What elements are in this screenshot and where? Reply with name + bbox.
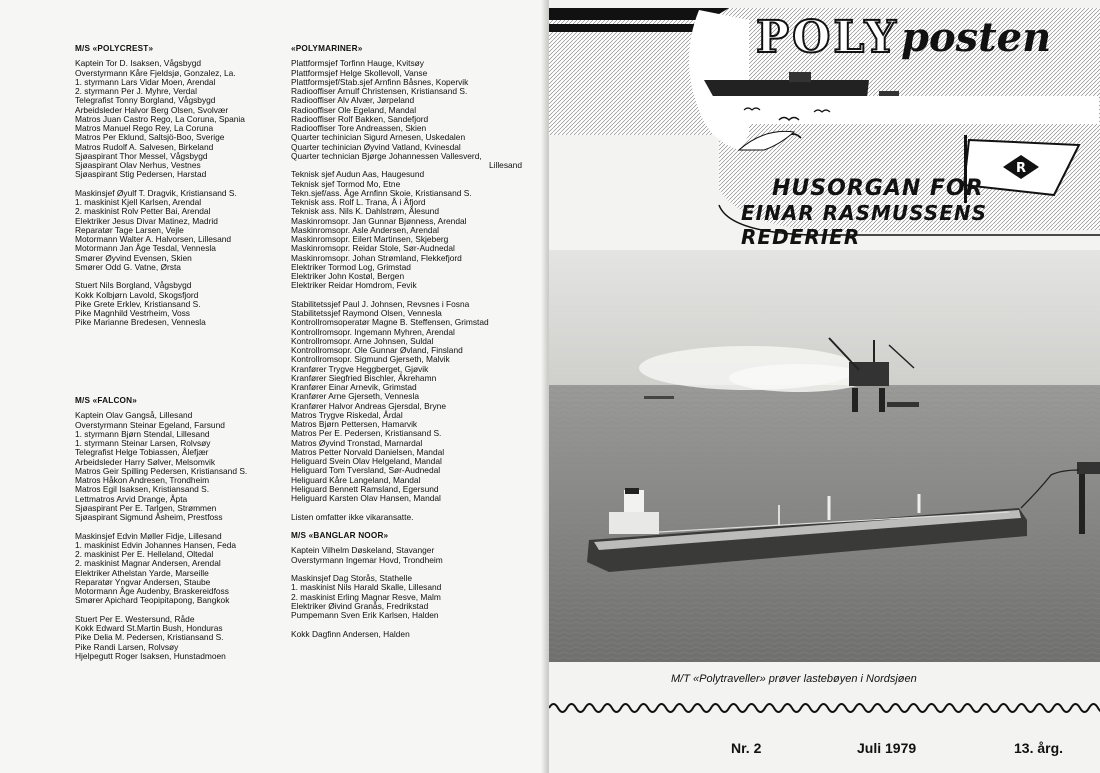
crew-entry: Maskinsjef Edvin Møller Fidje, Lillesand bbox=[75, 530, 222, 541]
crew-entry: Telegrafist Helge Tobiassen, Ålefjær bbox=[75, 447, 209, 458]
crew-entry: Heliguard Kåre Langeland, Mandal bbox=[291, 474, 421, 485]
crew-entry: Smører Odd G. Vatne, Ørsta bbox=[75, 261, 181, 272]
crew-entry: Stabilitetssjef Paul J. Johnsen, Revsnes i Fosna bbox=[291, 298, 470, 309]
crew-entry: Reparatør Yngvar Andersen, Staube bbox=[75, 576, 211, 587]
crew-entry: Maskinromsopr. Asle Andersen, Arendal bbox=[291, 224, 440, 235]
crew-entry: Heliguard Tom Tversland, Sør-Audnedal bbox=[291, 465, 441, 476]
crew-entry: Kontrollromsopr. Sigmund Gjerseth, Malvik bbox=[291, 354, 450, 365]
crew-entry: Teknisk ass. Rolf L. Trana, Å i Åfjord bbox=[291, 197, 426, 207]
crew-entry: Pike Delia M. Pedersen, Kristiansand S. bbox=[75, 632, 224, 643]
crew-entry: Overstyrmann Kåre Fjeldsjø, Gonzalez, La. bbox=[75, 67, 236, 78]
crew-entry: Pumpemann Sven Erik Karlsen, Halden bbox=[291, 610, 439, 620]
crew-entry: Plattformsjef/Stab.sjef Arnfinn Båsnes, Kopervik bbox=[291, 76, 469, 87]
crew-entry: Maskinsjef Øyulf T. Dragvik, Kristiansand S. bbox=[75, 187, 237, 198]
crew-column-left-falcon bbox=[75, 396, 305, 661]
crew-entry: Maskinromsopr. Johan Strømland, Flekkefjord bbox=[291, 252, 462, 263]
crew-entry: Elektriker Reidar Homdrom, Fevik bbox=[291, 280, 417, 291]
crew-entry: Kontrollromsopr. Ole Gunnar Øvland, Finsland bbox=[291, 345, 463, 355]
volume-year: 13. årg. bbox=[1014, 740, 1064, 756]
crew-entry: Sjøaspirant Thor Messel, Vågsbygd bbox=[75, 150, 208, 161]
crew-entry: Kaptein Vilhelm Døskeland, Stavanger bbox=[291, 545, 435, 556]
ship-heading: «POLYMARINER» bbox=[291, 44, 363, 53]
crew-entry: Teknisk sjef Audun Aas, Haugesund bbox=[291, 169, 425, 180]
crew-entry: Kranfører Arne Gjerseth, Vennesla bbox=[291, 391, 420, 402]
ship-heading: M/S «FALCON» bbox=[75, 396, 137, 405]
crew-entry: Telegrafist Tonny Borgland, Vågsbygd bbox=[75, 95, 216, 106]
crew-entry: Sjøaspirant Sigmund Åsheim, Prestfoss bbox=[75, 512, 223, 522]
crew-entry: Listen omfatter ikke vikaransatte. bbox=[291, 511, 414, 522]
crew-entry: Kaptein Tor D. Isaksen, Vågsbygd bbox=[75, 58, 202, 69]
crew-entry: Teknisk sjef Tormod Mo, Etne bbox=[291, 178, 401, 189]
crew-entry: 2. maskinist Erling Magnar Resve, Malm bbox=[291, 591, 441, 602]
crew-entry: Teknisk ass. Nils K. Dahlstrøm, Ålesund bbox=[291, 206, 440, 217]
crew-column-right bbox=[291, 44, 526, 639]
crew-entry: Lillesand bbox=[488, 160, 522, 170]
crew-entry: Smører Apichard Teopipitapong, Bangkok bbox=[75, 595, 230, 606]
crew-entry: Elektriker John Kostøl, Bergen bbox=[291, 271, 405, 281]
crew-entry: Kokk Dagfinn Andersen, Halden bbox=[291, 628, 410, 639]
crew-entry: Sjøaspirant Olav Nerhus, Vestnes bbox=[75, 160, 201, 170]
photo-caption: M/T «Polytraveller» prøver lastebøyen i Nordsjøen bbox=[671, 673, 917, 685]
ship-heading: M/S «POLYCREST» bbox=[75, 44, 154, 53]
crew-entry: 1. styrmann Steinar Larsen, Rolvsøy bbox=[75, 438, 211, 448]
crew-entry: Matros Juan Castro Rego, La Coruna, Spania bbox=[75, 113, 245, 124]
tagline-line2: EINAR RASMUSSENS REDERIER bbox=[741, 201, 988, 249]
crew-entry: Matros Bjørn Pettersen, Hamarvik bbox=[291, 419, 418, 429]
crew-entry: Pike Randi Larsen, Rolvsøy bbox=[75, 641, 179, 652]
crew-entry: Maskinromsopr. Eilert Martinsen, Skjeberg bbox=[291, 234, 449, 244]
issue-number: Nr. 2 bbox=[731, 740, 762, 756]
crew-entry: 1. maskinist Kjell Karlsen, Arendal bbox=[75, 197, 202, 207]
crew-entry: Kaptein Olav Gangså, Lillesand bbox=[75, 410, 193, 421]
crew-entry: Kontrollromsopr. Ingemann Myhren, Arendal bbox=[291, 326, 455, 337]
crew-entry: Quarter techinician Sigurd Arnesen, Uskedalen bbox=[291, 132, 466, 143]
tanker-photo bbox=[549, 250, 1100, 662]
crew-entry: Matros Egil Isaksen, Kristiansand S. bbox=[75, 484, 210, 495]
crew-entry: Quarter techinician Øyvind Vatland, Kvinesdal bbox=[291, 141, 461, 152]
crew-entry: Elektriker Athelstan Yarde, Marseille bbox=[75, 567, 209, 578]
crew-entry: 2. maskinist Magnar Andersen, Arendal bbox=[75, 558, 221, 569]
crew-entry: Motormann Walter A. Halvorsen, Lillesand bbox=[75, 234, 232, 244]
crew-entry: Radiooffiser Rolf Bakken, Sandefjord bbox=[291, 113, 429, 124]
crew-entry: Radiooffiser Tore Andreassen, Skien bbox=[291, 123, 427, 133]
ship-heading: M/S «BANGLAR NOOR» bbox=[291, 531, 389, 540]
crew-entry: Matros Geir Spilling Pedersen, Kristiansand S. bbox=[75, 465, 248, 476]
crew-entry: Matros Øyvind Tronstad, Marnardal bbox=[291, 437, 423, 448]
crew-entry: Motormann Jan Åge Tesdal, Vennesla bbox=[75, 243, 216, 254]
crew-entry: Stabilitetssjef Raymond Olsen, Vennesla bbox=[291, 308, 442, 318]
crew-entry: Maskinromsopr. Jan Gunnar Bjønness, Arendal bbox=[291, 215, 467, 226]
crew-entry: Quarter technician Bjørge Johannessen Vallesverd, bbox=[291, 150, 482, 161]
crew-entry: Lettmatros Arvid Drange, Åpta bbox=[75, 493, 188, 504]
crew-entry: Kokk Edward St.Martin Bush, Honduras bbox=[75, 623, 223, 633]
crew-entry: 2. maskinist Rolv Petter Bai, Arendal bbox=[75, 206, 211, 217]
crew-entry: Hjelpegutt Roger Isaksen, Hunstadmoen bbox=[75, 650, 226, 661]
crew-entry: Pike Grete Erklev, Kristiansand S. bbox=[75, 298, 201, 309]
magazine-logo-script: posten bbox=[901, 14, 1052, 61]
crew-entry: 1. maskinist Nils Harald Skalle, Lillesand bbox=[291, 582, 442, 593]
crew-entry: Elektriker Øivind Granås, Fredrikstad bbox=[291, 600, 429, 611]
crew-entry: Stuert Nils Borgland, Vågsbygd bbox=[75, 280, 192, 291]
crew-entry: Matros Per E. Pedersen, Kristiansand S. bbox=[291, 428, 442, 439]
crew-entry: Reparatør Tage Larsen, Vejle bbox=[75, 224, 184, 235]
crew-entry: Plattformsjef Torfinn Hauge, Kvitsøy bbox=[291, 58, 424, 69]
crew-entry: 2. styrmann Per J. Myhre, Verdal bbox=[75, 86, 197, 96]
crew-entry: Maskinromsopr. Reidar Stole, Sør-Audnedal bbox=[291, 243, 455, 254]
crew-entry: Sjøaspirant Per E. Tarlgen, Strømmen bbox=[75, 502, 217, 513]
flag-letter: R bbox=[1015, 161, 1027, 176]
crew-entry: Elektriker Tormod Log, Grimstad bbox=[291, 261, 411, 272]
crew-entry: Sjøaspirant Stig Pedersen, Harstad bbox=[75, 169, 207, 180]
crew-entry: Overstyrmann Ingemar Hovd, Trondheim bbox=[291, 554, 443, 565]
cover-page bbox=[549, 0, 1100, 773]
crew-entry: Heliguard Karsten Olav Hansen, Mandal bbox=[291, 493, 441, 503]
crew-entry: Overstyrmann Steinar Egeland, Farsund bbox=[75, 419, 225, 430]
crew-entry: Smører Øyvind Evensen, Skien bbox=[75, 252, 192, 263]
crew-column-left bbox=[75, 44, 305, 328]
crew-entry: Kontrollromsoperatør Magne B. Steffensen, Grimstad bbox=[291, 317, 489, 328]
crew-entry: Arbeidsleder Harry Sølver, Melsomvik bbox=[75, 456, 216, 467]
crew-list-page bbox=[0, 0, 549, 773]
crew-entry: 1. styrmann Bjørn Stendal, Lillesand bbox=[75, 428, 210, 439]
crew-entry: Heliguard Bennett Ramsland, Egersund bbox=[291, 483, 439, 494]
crew-entry: Matros Håkon Andresen, Trondheim bbox=[75, 475, 210, 485]
crew-entry: 1. maskinist Edvin Johannes Hansen, Feda bbox=[75, 539, 237, 550]
crew-entry: Radiooffiser Alv Alvær, Jørpeland bbox=[291, 95, 415, 106]
crew-entry: Kokk Kolbjørn Lavold, Skogsfjord bbox=[75, 289, 199, 300]
magazine-logo: POLY bbox=[756, 12, 899, 63]
tagline-line1: HUSORGAN FOR bbox=[772, 176, 984, 201]
crew-entry: Kranfører Siegfried Bischler, Åkrehamn bbox=[291, 372, 437, 383]
crew-entry: Heliguard Svein Olav Helgeland, Mandal bbox=[291, 456, 442, 466]
crew-entry: Arbeidsleder Halvor Berg Olsen, Svolvær bbox=[75, 104, 229, 115]
crew-entry: Pike Magnhild Vestrheim, Voss bbox=[75, 308, 190, 318]
crew-entry: Matros Manuel Rego Rey, La Coruna bbox=[75, 123, 214, 133]
crew-entry: Matros Rudolf A. Salvesen, Birkeland bbox=[75, 141, 214, 152]
crew-entry: Radiooffiser Ole Egeland, Mandal bbox=[291, 104, 417, 115]
crew-entry: Maskinsjef Dag Storås, Stathelle bbox=[291, 573, 413, 583]
crew-entry: Radiooffiser Arnulf Christensen, Kristiansand S. bbox=[291, 86, 468, 96]
crew-entry: 2. maskinist Per E. Helleland, Oltedal bbox=[75, 549, 214, 559]
crew-entry: Kranfører Trygve Heggberget, Gjøvik bbox=[291, 363, 429, 374]
crew-entry: Matros Trygve Riskedal, Årdal bbox=[291, 409, 403, 420]
crew-entry: Motormann Åge Audenby, Braskereidfoss bbox=[75, 586, 229, 596]
crew-entry: Kontrollromsopr. Arne Johnsen, Suldal bbox=[291, 335, 434, 346]
crew-entry: Stuert Per E. Westersund, Råde bbox=[75, 613, 195, 624]
crew-entry: 1. styrmann Lars Vidar Moen, Arendal bbox=[75, 76, 216, 87]
crew-entry: Matros Per Eklund, Saltsjö-Boo, Sverige bbox=[75, 132, 225, 143]
crew-entry: Elektriker Jesus Divar Matinez, Madrid bbox=[75, 215, 218, 226]
issue-date: Juli 1979 bbox=[857, 740, 917, 756]
crew-entry: Kranfører Halvor Andreas Gjersdal, Bryne bbox=[291, 400, 446, 411]
spacer bbox=[291, 522, 526, 531]
crew-entry: Plattformsjef Helge Skollevoll, Vanse bbox=[291, 67, 428, 78]
crew-entry: Pike Marianne Bredesen, Vennesla bbox=[75, 317, 206, 328]
crew-entry: Matros Petter Norvald Danielsen, Mandal bbox=[291, 446, 445, 457]
wave-border bbox=[549, 697, 1100, 719]
crew-entry: Kranfører Einar Arnevik, Grimstad bbox=[291, 382, 417, 392]
crew-entry: Tekn.sjef/ass. Åge Arnfinn Skoie, Kristiansand S. bbox=[291, 187, 472, 198]
